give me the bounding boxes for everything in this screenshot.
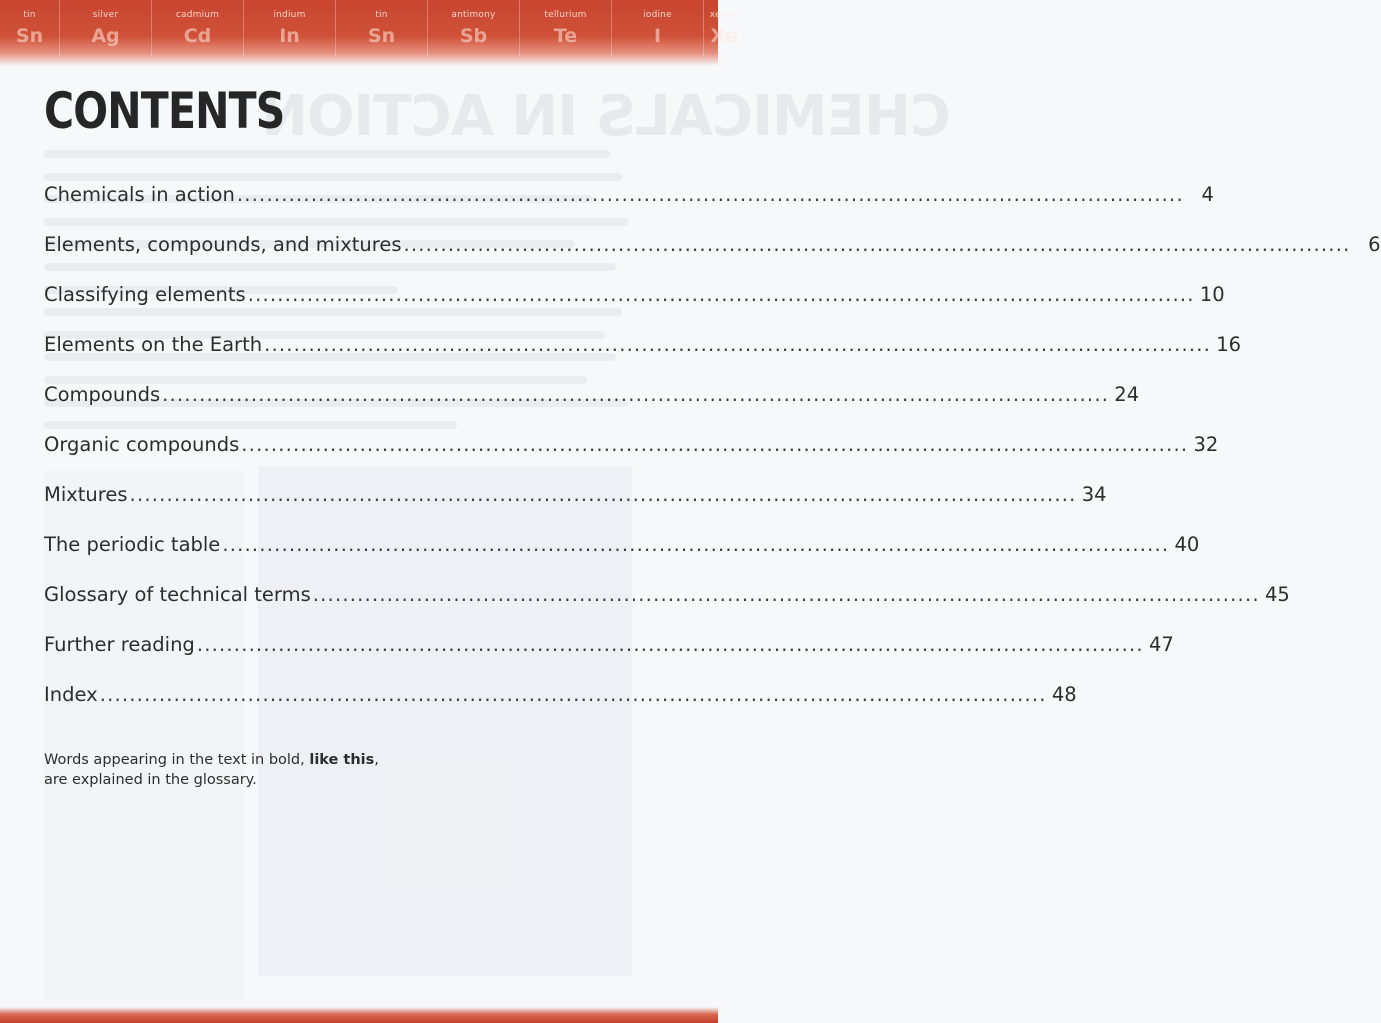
element-name: xenon (709, 10, 739, 20)
toc-entry[interactable] (44, 333, 1242, 383)
toc-leader-dots (237, 183, 1184, 206)
toc-entry-title: Organic compounds (44, 433, 240, 456)
toc-page-number: 34 (1081, 483, 1107, 506)
element-symbol: In (279, 25, 300, 47)
element-symbol: I (653, 25, 662, 47)
glossary-note-text: Words appearing in the text in bold, (44, 752, 310, 768)
element-cell (60, 0, 152, 56)
toc-leader-dots (403, 233, 1350, 256)
element-symbol: Te (553, 25, 578, 47)
toc-entry-title: Mixtures (44, 483, 128, 506)
element-symbol: Sn (15, 25, 44, 47)
element-cell (612, 0, 704, 56)
glossary-note-punctuation: , (374, 752, 379, 768)
toc-entry[interactable] (44, 483, 1107, 533)
show-through-line (44, 173, 622, 181)
toc-page-number: 6 (1368, 233, 1381, 256)
toc-entry-title: Elements on the Earth (44, 333, 263, 356)
toc-entry[interactable] (44, 633, 1174, 683)
element-name: cadmium (175, 10, 220, 20)
glossary-note (44, 750, 424, 790)
page-title: CONTENTS (44, 82, 285, 140)
element-cell (704, 0, 744, 56)
toc-entry[interactable] (44, 683, 1077, 733)
toc-leader-dots (248, 283, 1195, 306)
show-through-line (44, 150, 610, 158)
element-name: tellurium (544, 10, 587, 20)
toc-page-number: 16 (1216, 333, 1242, 356)
toc-entry[interactable] (44, 183, 1214, 233)
toc-leader-dots (162, 383, 1109, 406)
toc-page-number: 45 (1264, 583, 1290, 606)
toc-leader-dots (222, 533, 1169, 556)
toc-entry[interactable] (44, 433, 1219, 483)
toc-leader-dots (241, 433, 1188, 456)
toc-page-number: 10 (1199, 283, 1225, 306)
toc-entry[interactable] (44, 583, 1290, 633)
element-symbol: Xe (710, 25, 738, 47)
element-symbol: Sn (367, 25, 396, 47)
element-cell (152, 0, 244, 56)
element-cell (520, 0, 612, 56)
toc-entry-title: Classifying elements (44, 283, 246, 306)
toc-entry-title: Elements, compounds, and mixtures (44, 233, 402, 256)
toc-page-number: 32 (1193, 433, 1219, 456)
toc-page-number: 40 (1174, 533, 1200, 556)
element-name: indium (273, 10, 306, 20)
element-cell (244, 0, 336, 56)
bottom-color-strip (0, 1007, 718, 1023)
toc-leader-dots (130, 483, 1077, 506)
toc-leader-dots (100, 683, 1047, 706)
toc-leader-dots (264, 333, 1211, 356)
toc-entry[interactable] (44, 383, 1140, 433)
periodic-table-header-strip (0, 0, 739, 66)
toc-entry[interactable] (44, 283, 1225, 333)
toc-page-number: 24 (1114, 383, 1140, 406)
toc-entry-title: Further reading (44, 633, 195, 656)
toc-entry-title: Index (44, 683, 98, 706)
toc-page-number: 4 (1201, 183, 1214, 206)
toc-entry[interactable] (44, 533, 1200, 583)
toc-leader-dots (197, 633, 1144, 656)
element-symbol: Cd (183, 25, 212, 47)
toc-page-number: 48 (1051, 683, 1077, 706)
element-name: tin (375, 10, 388, 20)
element-cells-row (0, 0, 744, 56)
element-symbol: Ag (91, 25, 120, 47)
element-name: iodine (643, 10, 672, 20)
element-cell (0, 0, 60, 56)
element-cell (336, 0, 428, 56)
show-through-heading: CHEMICALS IN ACTION (262, 84, 951, 149)
toc-leader-dots (313, 583, 1260, 606)
element-name: antimony (451, 10, 496, 20)
element-name: silver (92, 10, 119, 20)
glossary-note-line2: are explained in the glossary. (44, 772, 257, 788)
element-cell (428, 0, 520, 56)
glossary-note-bold-example: like this (309, 752, 375, 768)
toc-entry-title: The periodic table (44, 533, 221, 556)
toc-page-number: 47 (1149, 633, 1174, 656)
element-symbol: Sb (459, 25, 488, 47)
table-of-contents (44, 183, 1381, 733)
toc-entry[interactable] (44, 233, 1381, 283)
element-name: tin (23, 10, 36, 20)
toc-entry-title: Chemicals in action (44, 183, 235, 206)
toc-entry-title: Compounds (44, 383, 161, 406)
toc-entry-title: Glossary of technical terms (44, 583, 311, 606)
